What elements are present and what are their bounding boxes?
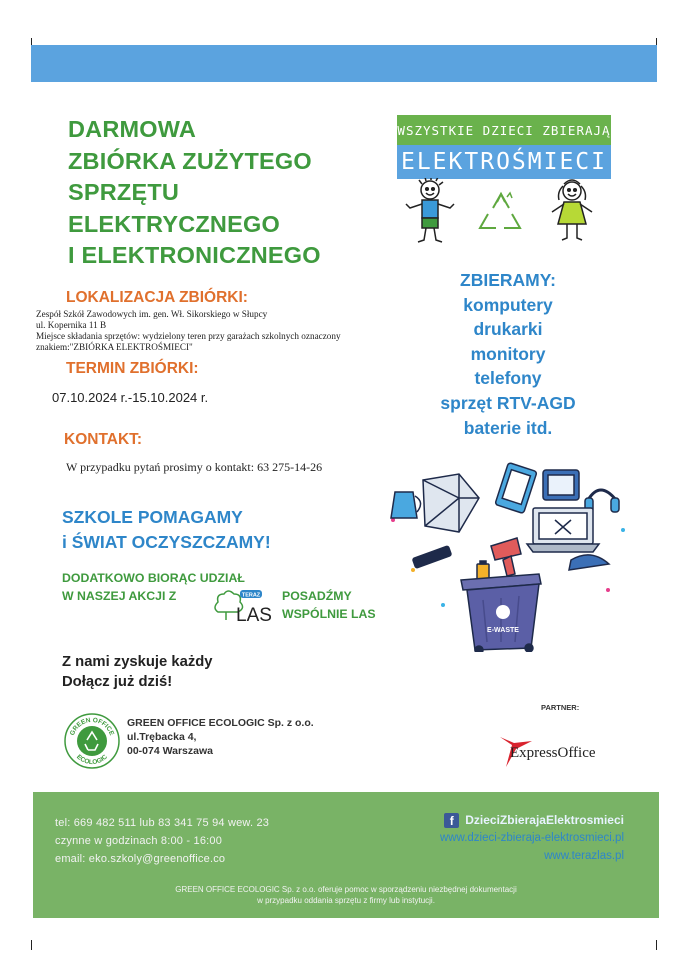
teraz-logo-small: TERAZ: [241, 592, 261, 599]
contact-heading: KONTAKT:: [64, 431, 143, 448]
contact-text: W przypadku pytań prosimy o kontakt: 63 275-14-26: [66, 460, 323, 474]
recycle-icon: [480, 193, 520, 228]
company-city: 00-074 Warszawa: [127, 745, 213, 757]
title-line: ZBIÓRKA ZUŻYTEGO: [68, 147, 312, 174]
slogan-line: SZKOLE POMAGAMY: [62, 507, 243, 527]
partner-label: PARTNER:: [541, 703, 580, 712]
company-street: ul.Trębacka 4,: [127, 731, 197, 743]
collect-list: [388, 268, 628, 440]
tablet-icon: [543, 470, 579, 500]
kettle-icon: [391, 492, 421, 518]
facebook-name: DzieciZbierajaElektrosmieci: [465, 813, 624, 827]
slogan: [62, 505, 271, 555]
teraz-las-logo: [212, 588, 280, 624]
join-text: [62, 652, 213, 692]
collect-item: komputery: [463, 294, 553, 315]
footer-note: [33, 884, 659, 906]
top-color-bar: [31, 45, 657, 82]
banner-main-text: ELEKTROŚMIECI: [397, 145, 611, 179]
title-line: I ELEKTRONICZNEGO: [68, 242, 321, 268]
flashlight-icon: [412, 546, 451, 568]
extra-action-text-right: [282, 587, 376, 623]
company-name: GREEN OFFICE ECOLOGIC Sp. z o.o.: [127, 717, 314, 729]
location-heading: LOKALIZACJA ZBIÓRKI:: [66, 289, 248, 306]
footer-phone: tel: 669 482 511 lub 83 341 75 94 wew. 23: [55, 817, 270, 829]
extra-line: W NASZEJ AKCJI Z: [62, 589, 177, 603]
laptop-icon: [527, 508, 599, 552]
footer-note-line: GREEN OFFICE ECOLOGIC Sp. z o.o. oferuje pomoc w sporządzeniu niezbędnej dokumentacji: [175, 885, 517, 894]
ewaste-bin-illustration: [383, 460, 639, 652]
teraz-logo-big: LAS: [236, 605, 272, 624]
website-link[interactable]: www.dzieci-zbieraja-elektrosmieci.pl: [439, 832, 624, 844]
collect-item: monitory: [470, 343, 546, 364]
collect-item: drukarki: [473, 319, 543, 340]
iron-icon: [569, 555, 609, 570]
join-line: Z nami zyskuje każdy: [62, 654, 213, 670]
crop-mark: [656, 940, 657, 950]
title-line: DARMOWA: [68, 116, 197, 142]
footer-hours: czynne w godzinach 8:00 - 16:00: [55, 835, 223, 847]
footer-note-line: w przypadku oddania sprzętu z firmy lub instytucji.: [257, 896, 435, 905]
title-line: SPRZĘTU: [68, 179, 180, 205]
main-title: [68, 114, 321, 272]
location-line: Zespół Szkół Zawodowych im. gen. Wł. Sikorskiego w Słupcy: [36, 309, 268, 319]
green-office-address: [127, 716, 314, 758]
boy-drawing-icon: [406, 178, 454, 242]
location-line: znakiem:"ZBIÓRKA ELEKTROŚMIECI": [36, 342, 193, 352]
extra-line: DODATKOWO BIORĄC UDZIAŁ: [62, 571, 245, 585]
green-office-logo: [63, 712, 121, 770]
collect-item: baterie itd.: [463, 417, 553, 438]
trash-bin-icon: [461, 574, 541, 652]
collect-item: sprzęt RTV-AGD: [440, 392, 576, 413]
location-line: Miejsce składania sprzętów: wydzielony teren przy garażach szkolnych oznaczony: [36, 331, 341, 341]
girl-drawing-icon: [552, 180, 592, 240]
extra-line: POSADŹMY: [282, 589, 352, 603]
banner-top-text: WSZYSTKIE DZIECI ZBIERAJĄ: [397, 115, 611, 145]
location-details: [36, 309, 341, 353]
join-line: Dołącz już dziś!: [62, 674, 173, 690]
term-heading: TERMIN ZBIÓRKI:: [66, 360, 199, 377]
extra-line: WSPÓLNIE LAS: [282, 607, 376, 621]
partner-name: ExpressOffice: [510, 745, 596, 761]
green-office-logo-bottom-text: ECOLOGIC: [75, 753, 109, 767]
express-office-logo: [498, 727, 628, 771]
kids-recycle-illustration: [400, 178, 610, 250]
device-icon: [423, 474, 479, 532]
location-line: ul. Kopernika 11 B: [36, 320, 107, 330]
term-dates: 07.10.2024 r.-15.10.2024 r.: [52, 390, 209, 405]
title-line: ELEKTRYCZNEGO: [68, 210, 280, 237]
footer-links: [440, 811, 624, 865]
collect-item: telefony: [474, 368, 542, 389]
website-link[interactable]: www.terazlas.pl: [544, 850, 624, 862]
green-office-logo-top-text: GREEN OFFICE: [68, 716, 116, 737]
smartphone-icon: [495, 462, 537, 513]
ewaste-label: E-WASTE: [487, 627, 519, 634]
facebook-link[interactable]: [440, 811, 624, 829]
collect-heading: ZBIERAMY:: [460, 270, 556, 290]
footer-contact: [55, 814, 269, 868]
hair-dryer-icon: [491, 538, 521, 576]
footer-email[interactable]: email: eko.szkoly@greenoffice.co: [55, 853, 226, 865]
facebook-icon: f: [444, 813, 459, 828]
slogan-line: i ŚWIAT OCZYSZCZAMY!: [62, 532, 271, 552]
crop-mark: [31, 940, 32, 950]
